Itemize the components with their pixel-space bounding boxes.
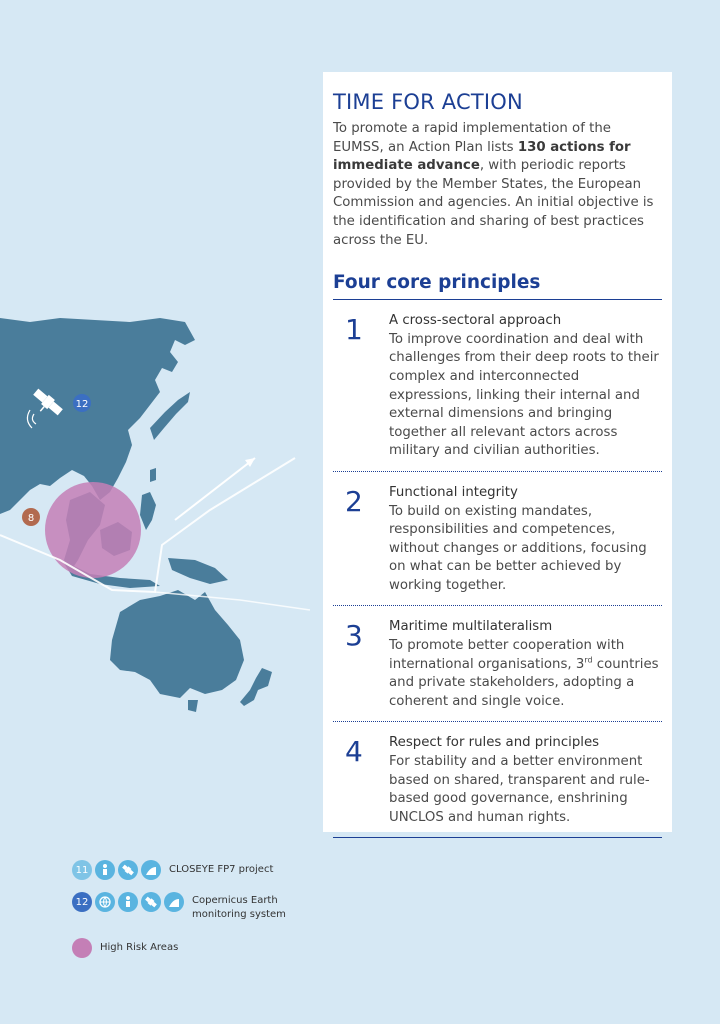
- new-zealand-landmass: [240, 668, 272, 706]
- panel-title: TIME FOR ACTION: [333, 90, 523, 114]
- principle-title: Respect for rules and principles: [389, 735, 600, 751]
- taiwan-landmass: [150, 468, 156, 482]
- principle-4: [333, 722, 662, 838]
- asia-pacific-map: [0, 290, 320, 740]
- principle-2: [333, 472, 662, 607]
- principle-text: [389, 637, 662, 711]
- principle-title: Functional integrity: [389, 484, 518, 500]
- principle-3: [333, 606, 662, 722]
- principle-number: 4: [345, 735, 363, 769]
- person-icon: [118, 892, 138, 912]
- principle-text-before: To promote better cooperation with international organisations, 3: [389, 638, 625, 672]
- intro-text-2: , with periodic reports provided by the Member States, the European Commission and agencies. An initial objective is the identification and sharing of best practices across the EU.: [333, 158, 654, 248]
- principle-text: To improve coordination and deal with challenges from their deep roots to their complex and interconnected expressions, linking their internal and external dimensions and bringing together all relevant actors across military and civilian authorities.: [389, 331, 659, 459]
- intro-paragraph: [333, 120, 662, 250]
- legend-item-high-risk: [72, 938, 302, 958]
- principle-title: A cross-sectoral approach: [389, 313, 562, 329]
- philippines-landmass: [140, 492, 156, 530]
- principle-number: 1: [345, 313, 363, 347]
- legend-label-copernicus: Copernicus Earth monitoring system: [192, 895, 286, 920]
- principle-title: Maritime multilateralism: [389, 619, 553, 635]
- tasmania-landmass: [188, 700, 198, 712]
- radar-icon: [164, 892, 184, 912]
- globe-icon: [95, 892, 115, 912]
- badge-8-label: 8: [27, 513, 35, 524]
- map-legend: [72, 860, 302, 958]
- principle-number: 2: [345, 484, 363, 518]
- legend-badge-12: 12: [72, 892, 92, 912]
- japan-landmass: [150, 392, 190, 440]
- principle-text: For stability and a better environment based on shared, transparent and rule-based good governance, enshrining UNCLOS and human rights.: [389, 754, 650, 825]
- satellite-icon: [118, 860, 138, 880]
- time-for-action-panel: [323, 72, 672, 832]
- principles-heading: Four core principles: [333, 272, 662, 300]
- legend-label-closeye: CLOSEYE FP7 project: [169, 864, 274, 875]
- person-icon: [95, 860, 115, 880]
- intro-text-1: To promote a rapid implementation of the EUMSS, an Action Plan lists: [333, 121, 611, 155]
- principle-number: 3: [345, 619, 363, 653]
- satellite-icon: [141, 892, 161, 912]
- principle-text-sup: rd: [584, 655, 593, 665]
- legend-item-closeye: [72, 860, 302, 880]
- radar-icon: [141, 860, 161, 880]
- high-risk-swatch: [72, 938, 92, 958]
- legend-item-copernicus: [72, 892, 302, 922]
- principle-1: [333, 300, 662, 472]
- australia-landmass: [110, 590, 244, 698]
- high-risk-area: [45, 482, 141, 578]
- legend-label-high-risk: High Risk Areas: [100, 942, 179, 953]
- badge-12-label: 12: [75, 399, 89, 410]
- principle-text-after: countries and private stakeholders, adopting a coherent and single voice.: [389, 656, 659, 709]
- new-guinea-landmass: [168, 558, 228, 584]
- intro-bold: 130 actions for immediate advance: [333, 139, 631, 174]
- legend-badge-11: 11: [72, 860, 92, 880]
- principle-text: To build on existing mandates, responsibilities and competences, without changes or additions, focusing on what can be better achieved by working together.: [389, 503, 647, 593]
